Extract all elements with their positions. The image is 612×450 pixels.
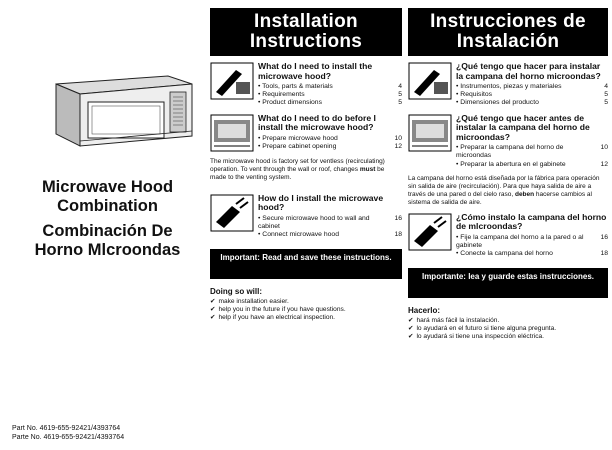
section-what-need-list (258, 83, 402, 108)
section-before-install (210, 114, 402, 152)
doing-so-will (210, 287, 402, 321)
section-que-necesito-title: ¿Qué tengo que hacer para instalar la campana del horno microondas? (456, 61, 601, 81)
cabinet-prep-icon (210, 114, 254, 152)
list-item: • Conecte la campana del horno 18 (456, 250, 608, 258)
power-plug-icon (210, 194, 254, 232)
list-item: ✔ lo ayudará en el futuro si tiene alguna pregunta. (408, 325, 557, 333)
section-how-install-list (258, 215, 402, 240)
section-how-install-title: How do I install the microwave hood? (258, 192, 384, 213)
section-how-install (210, 194, 402, 240)
section-what-need (210, 62, 402, 108)
section-como-instalo-list (456, 234, 608, 259)
list-item: • Product dimensions 5 (258, 99, 402, 107)
spanish-column (408, 8, 608, 341)
list-item: ✔ make installation easier. (210, 298, 289, 306)
microwave-hood-illustration (50, 70, 198, 150)
title-es-line-1: Combinación De (42, 222, 173, 240)
doing-so-will-list (210, 298, 402, 321)
list-item: • Preparar la abertura en el gabinete 12 (456, 161, 608, 169)
banner-line-2: Instalación (456, 31, 560, 52)
check-icon: ✔ (408, 325, 414, 333)
title-en-line-1: Microwave Hood (41, 178, 174, 196)
banner-line-1: Installation (254, 11, 358, 32)
hacerlo-title: Hacerlo: (408, 306, 441, 316)
hacerlo (408, 306, 608, 340)
title-es-line-2: Horno Mlcroondas (34, 241, 181, 259)
section-antes-de-instalar (408, 114, 608, 169)
doing-so-will-title: Doing so will: (210, 287, 262, 297)
important-banner: Important: Read and save these instructions. (210, 249, 402, 279)
list-item: • Instrumentos, piezas y materiales 4 (456, 83, 608, 91)
list-item: ✔ help if you have an electrical inspection. (210, 313, 336, 321)
tools-parts-icon (408, 62, 452, 100)
check-icon: ✔ (210, 306, 216, 314)
importante-banner: Importante: lea y guarde estas instrucciones. (408, 268, 608, 298)
list-item: • Fije la campana del horno a la pared o al gabinete 16 (456, 234, 608, 250)
list-item: • Secure microwave hood to wall and cabinet 16 (258, 215, 402, 231)
list-item: ✔ hará más fácil la instalación. (408, 317, 500, 325)
power-plug-icon (408, 213, 452, 251)
section-como-instalo (408, 213, 608, 259)
part-number-en: Part No. 4619-655-92421/4393764 (12, 425, 121, 432)
section-antes-de-instalar-title: ¿Qué tengo que hacer antes de instalar la campana del horno de microondas? (456, 112, 590, 142)
section-what-need-title: What do I need to install the microwave hood? (258, 61, 373, 81)
part-number-es: Parte No. 4619-655-92421/4393764 (12, 434, 125, 441)
cabinet-prep-icon (408, 114, 452, 152)
title-en-line-2: Combination (57, 197, 158, 215)
tools-parts-icon (210, 62, 254, 100)
banner-line-2: Instructions (249, 31, 363, 52)
list-item: • Prepare microwave hood 10 (258, 135, 402, 143)
banner-line-1: Instrucciones de (430, 11, 586, 32)
check-icon: ✔ (210, 298, 216, 306)
venting-note: The microwave hood is factory set for ventless (recirculating) operation. To vent through the wall or roof, changes must be made to the venting system. (210, 157, 385, 181)
hacerlo-list (408, 317, 608, 340)
cover-title (10, 178, 205, 260)
check-icon: ✔ (408, 317, 414, 325)
list-item: • Dimensiones del producto 5 (456, 99, 608, 107)
list-item: • Preparar la campana del horno de microondas 10 (456, 144, 608, 160)
cover-left-panel (0, 0, 205, 450)
list-item: • Tools, parts & materials 4 (258, 83, 402, 91)
list-item: • Requisitos 5 (456, 91, 608, 99)
list-item: • Connect microwave hood 18 (258, 231, 402, 239)
nota-salida-de-aire: La campana del horno está diseñada por la fábrica para operación sin salida de aire (recirculación). Para que haya salida de aire a través de una pared o del cielo raso, deben hacerse cambios al sistema de salida de aire. (408, 174, 600, 206)
list-item: • Requirements 5 (258, 91, 402, 99)
section-antes-de-instalar-list (456, 144, 608, 169)
check-icon: ✔ (408, 332, 414, 340)
instrucciones-banner (408, 8, 608, 56)
section-before-install-title: What do I need to do before I install the microwave hood? (258, 112, 376, 133)
list-item: ✔ lo ayudará si tiene una inspección eléctrica. (408, 332, 545, 340)
part-numbers (12, 424, 124, 442)
english-column (210, 8, 402, 322)
section-que-necesito-list (456, 83, 608, 108)
installation-instructions-banner (210, 8, 402, 56)
list-item: • Prepare cabinet opening 12 (258, 143, 402, 151)
check-icon: ✔ (210, 313, 216, 321)
section-que-necesito (408, 62, 608, 108)
list-item: ✔ help you in the future if you have questions. (210, 306, 346, 314)
section-before-install-list (258, 135, 402, 151)
section-como-instalo-title: ¿Cómo instalo la campana del horno de mlcroondas? (456, 211, 607, 232)
